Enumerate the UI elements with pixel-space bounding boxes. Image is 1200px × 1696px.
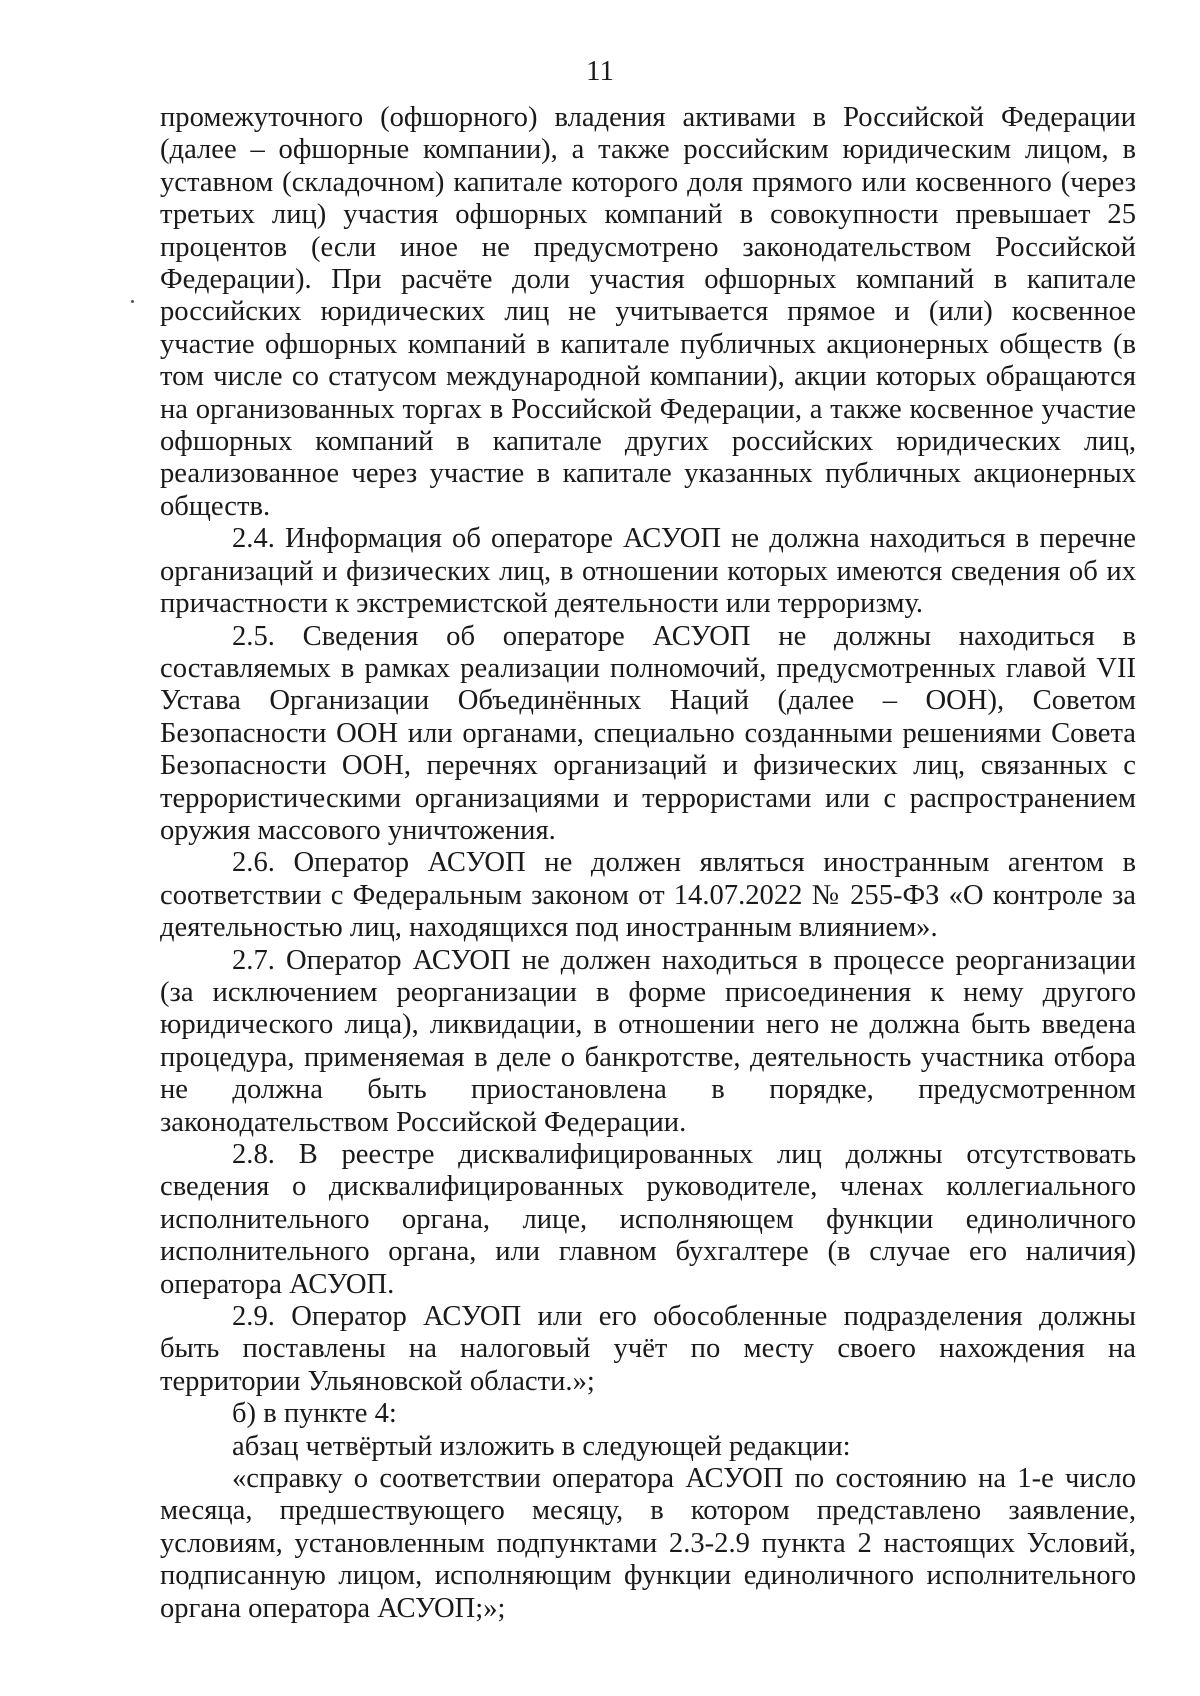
- paragraph-amendment-instruction: абзац четвёртый изложить в следующей редакции:: [232, 1430, 851, 1462]
- paragraph-amendment-text: «справку о соответствии оператора АСУОП по состоянию на 1-е число месяца, предшествующего месяцу, в котором представлено заявление, условиям, установленным подпунктами 2.3-2.9 пункта 2 настоящих Условий, подписанную лицом, исполняющим функции единоличного исполнительного органа оператора АСУОП;»;: [160, 1463, 1136, 1624]
- page-number: 11: [586, 55, 614, 87]
- paragraph-2-8: 2.8. В реестре дисквалифицированных лиц должны отсутствовать сведения о дисквалифицированных руководителе, членах коллегиального исполнительного органа, лице, исполняющем функции единоличного исполнительного органа, или главном бухгалтере (в случае его наличия) оператора АСУОП.: [160, 1139, 1136, 1300]
- document-body: [160, 102, 1136, 1625]
- paragraph-item-b: б) в пункте 4:: [232, 1398, 397, 1430]
- paragraph-2-5: 2.5. Сведения об операторе АСУОП не должны находиться в составляемых в рамках реализации полномочий, предусмотренных главой VII Устава Организации Объединённых Наций (далее – ООН), Советом Безопасности ООН или органами, специально созданными решениями Совета Безопасности ООН, перечнях организаций и физических лиц, связанных с террористическими организациями и террористами или с распространением оружия массового уничтожения.: [160, 620, 1136, 846]
- paragraph-2-9: 2.9. Оператор АСУОП или его обособленные подразделения должны быть поставлены на налоговый учёт по месту своего нахождения на территории Ульяновской области.»;: [160, 1301, 1136, 1397]
- scan-artifact-mark: [131, 300, 134, 303]
- paragraph-2-6: 2.6. Оператор АСУОП не должен являться иностранным агентом в соответствии с Федеральным законом от 14.07.2022 № 255-ФЗ «О контроле за деятельностью лиц, находящихся под иностранным влиянием».: [160, 847, 1136, 944]
- paragraph-2-4: 2.4. Информация об операторе АСУОП не должна находиться в перечне организаций и физических лиц, в отношении которых имеются сведения об их причастности к экстремистской деятельности или терроризму.: [160, 523, 1136, 620]
- paragraph-offshore-continuation: промежуточного (офшорного) владения активами в Российской Федерации (далее – офшорные компании), а также российским юридическим лицом, в уставном (складочном) капитале которого доля прямого или косвенного (через третьих лиц) участия офшорных компаний в совокупности превышает 25 процентов (если иное не предусмотрено законодательством Российской Федерации). При расчёте доли участия офшорных компаний в капитале российских юридических лиц не учитывается прямое и (или) косвенное участие офшорных компаний в капитале публичных акционерных обществ (в том числе со статусом международной компании), акции которых обращаются на организованных торгах в Российской Федерации, а также косвенное участие офшорных компаний в капитале других российских юридических лиц, реализованное через участие в капитале указанных публичных акционерных обществ.: [160, 102, 1136, 522]
- paragraph-2-7: 2.7. Оператор АСУОП не должен находиться в процессе реорганизации (за исключением реорганизации в форме присоединения к нему другого юридического лица), ликвидации, в отношении него не должна быть введена процедура, применяемая в деле о банкротстве, деятельность участника отбора не должна быть приостановлена в порядке, предусмотренном законодательством Российской Федерации.: [160, 944, 1136, 1138]
